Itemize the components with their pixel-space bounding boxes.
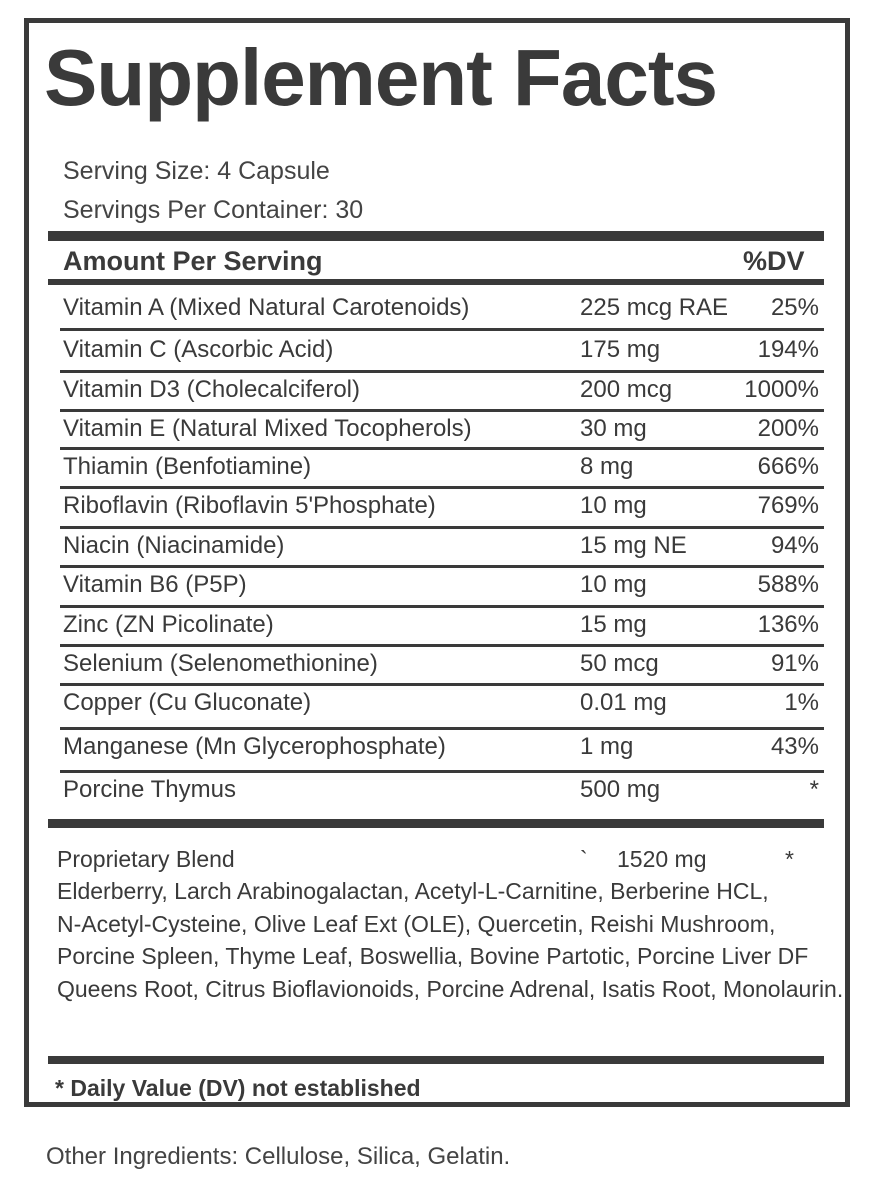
other-ingredients: Other Ingredients: Cellulose, Silica, Gelatin. — [46, 1143, 511, 1170]
amount-per-serving-header: Amount Per Serving — [63, 246, 323, 276]
blend-tick: ` — [580, 846, 588, 872]
nutrient-dv: * — [809, 776, 819, 803]
nutrient-amount: 30 mg — [580, 415, 647, 442]
nutrient-name: Vitamin D3 (Cholecalciferol) — [63, 376, 360, 403]
nutrient-amount: 8 mg — [580, 453, 634, 480]
supplement-facts-panel — [24, 18, 850, 1107]
nutrient-name: Vitamin C (Ascorbic Acid) — [63, 336, 334, 363]
nutrient-name: Vitamin A (Mixed Natural Carotenoids) — [63, 294, 470, 321]
nutrient-amount: 0.01 mg — [580, 689, 667, 716]
nutrient-dv: 1000% — [744, 376, 819, 403]
nutrient-dv: 769% — [757, 492, 819, 519]
nutrient-name: Niacin (Niacinamide) — [63, 532, 285, 559]
nutrient-name: Zinc (ZN Picolinate) — [63, 611, 274, 638]
nutrient-amount: 50 mcg — [580, 650, 659, 677]
nutrient-row — [60, 373, 824, 412]
nutrient-amount: 175 mg — [580, 336, 661, 363]
nutrient-dv: 136% — [757, 611, 819, 638]
nutrient-dv: 91% — [770, 650, 819, 677]
nutrient-name: Vitamin B6 (P5P) — [63, 571, 247, 598]
nutrient-name: Riboflavin (Riboflavin 5'Phosphate) — [63, 492, 436, 519]
blend-dv: * — [785, 846, 794, 872]
blend-ingredient-line: Elderberry, Larch Arabinogalactan, Acetyl-L-Carnitine, Berberine HCL, — [57, 878, 769, 904]
nutrient-row — [60, 529, 824, 568]
nutrient-row — [60, 412, 824, 450]
nutrient-name: Selenium (Selenomethionine) — [63, 650, 378, 677]
nutrient-amount: 500 mg — [580, 776, 661, 803]
nutrient-dv: 94% — [770, 532, 819, 559]
blend-name: Proprietary Blend — [57, 846, 235, 872]
thick-divider-top — [48, 231, 824, 241]
nutrient-name: Porcine Thymus — [63, 776, 236, 803]
nutrient-row — [60, 773, 824, 813]
nutrient-amount: 10 mg — [580, 571, 647, 598]
servings-per-container: Servings Per Container: 30 — [63, 196, 364, 224]
dv-header: %DV — [743, 246, 805, 276]
nutrient-row — [60, 568, 824, 608]
blend-amount: 1520 mg — [617, 846, 707, 872]
blend-header-row — [57, 843, 847, 875]
blend-ingredient-line: Porcine Spleen, Thyme Leaf, Boswellia, Bovine Partotic, Porcine Liver DF — [57, 943, 809, 969]
blend-ingredient-line: Queens Root, Citrus Bioflavionoids, Porcine Adrenal, Isatis Root, Monolaurin. — [57, 975, 844, 1002]
nutrient-dv: 43% — [770, 733, 819, 760]
nutrient-amount: 225 mcg RAE — [580, 294, 729, 321]
thick-divider-bottom — [48, 1056, 824, 1064]
nutrient-row — [60, 291, 824, 331]
nutrient-dv: 1% — [784, 689, 819, 716]
nutrient-name: Copper (Cu Gluconate) — [63, 689, 312, 716]
nutrient-amount: 200 mcg — [580, 376, 673, 403]
blend-ingredient-line: N-Acetyl-Cysteine, Olive Leaf Ext (OLE), Quercetin, Reishi Mushroom, — [57, 910, 776, 937]
nutrient-row — [60, 686, 824, 730]
nutrient-name: Manganese (Mn Glycerophosphate) — [63, 733, 446, 760]
nutrient-name: Vitamin E (Natural Mixed Tocopherols) — [63, 415, 472, 442]
nutrient-dv: 588% — [757, 571, 819, 598]
nutrient-amount: 10 mg — [580, 492, 647, 519]
nutrient-row — [60, 489, 824, 529]
proprietary-blend — [57, 843, 847, 1005]
thick-divider-blend — [48, 819, 824, 828]
nutrient-row — [60, 647, 824, 686]
nutrient-amount: 1 mg — [580, 733, 634, 760]
nutrient-row — [60, 333, 824, 373]
header-divider — [48, 279, 824, 285]
nutrient-row — [60, 450, 824, 489]
row-divider — [60, 328, 824, 331]
nutrient-name: Thiamin (Benfotiamine) — [63, 453, 312, 480]
nutrient-amount: 15 mg NE — [580, 532, 687, 559]
nutrient-dv: 194% — [757, 336, 819, 363]
daily-value-footnote: * Daily Value (DV) not established — [55, 1075, 421, 1101]
nutrient-dv: 666% — [757, 453, 819, 480]
nutrient-row — [60, 730, 824, 773]
nutrient-row — [60, 608, 824, 647]
nutrient-dv: 25% — [770, 294, 819, 321]
panel-title: Supplement Facts — [44, 33, 718, 122]
serving-size: Serving Size: 4 Capsule — [63, 157, 330, 185]
nutrient-amount: 15 mg — [580, 611, 647, 638]
nutrient-dv: 200% — [757, 415, 819, 442]
